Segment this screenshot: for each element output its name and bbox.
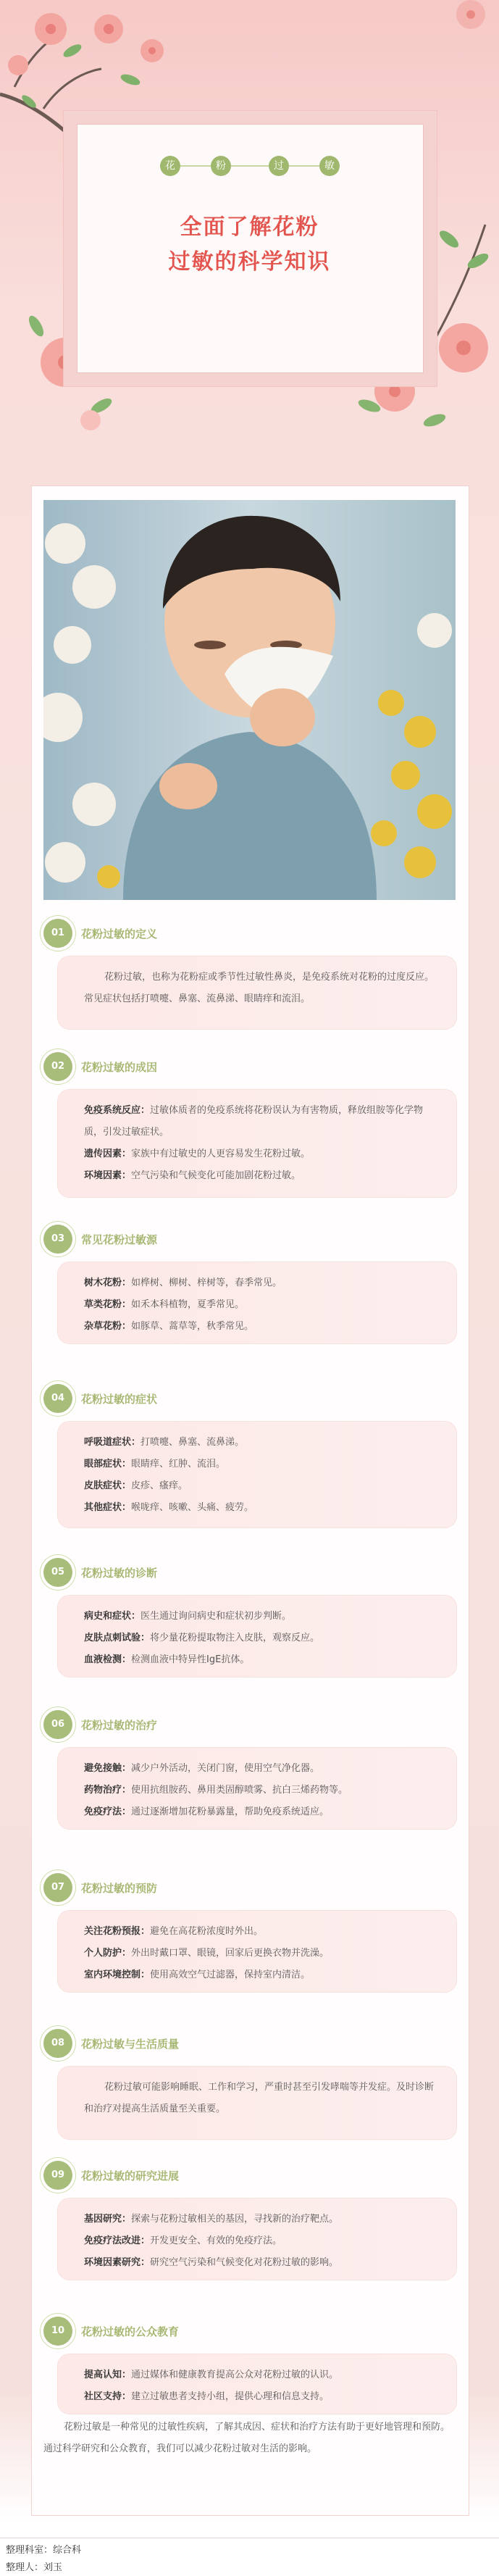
paragraph-text: 如豚草、蒿草等，秋季常见。 [131, 1321, 254, 1332]
section-paragraph [84, 1964, 439, 1986]
section-paragraph [84, 2209, 439, 2230]
section-title: 花粉过敏与生活质量 [81, 2038, 180, 2051]
section-02 [43, 1052, 456, 1201]
section-01 [43, 919, 456, 1033]
section-paragraph [84, 1627, 439, 1649]
section-body [58, 1911, 456, 1992]
paragraph-text: 外出时戴口罩、眼镜，回家后更换衣物并洗澡。 [131, 1948, 330, 1959]
section-number-badge: 08 [43, 2029, 72, 2058]
section-paragraph [84, 1780, 439, 1801]
section-title: 花粉过敏的研究进展 [81, 2169, 180, 2183]
paragraph-label: 免疫疗法改进： [84, 2235, 151, 2246]
section-title: 花粉过敏的公众教育 [81, 2325, 180, 2338]
section-paragraph [84, 1432, 439, 1454]
paragraph-text: 医生通过询问病史和症状初步判断。 [141, 1611, 292, 1622]
section-number-badge: 03 [43, 1225, 72, 1254]
section-paragraph [84, 1649, 439, 1671]
paragraph-text: 喉咙痒、咳嗽、头痛、疲劳。 [131, 1502, 254, 1513]
section-10 [43, 2317, 456, 2418]
section-body [58, 2198, 456, 2280]
section-body [58, 1262, 456, 1343]
paragraph-label: 药物治疗： [84, 1785, 132, 1796]
credit-department: 整理科室：综合科 [6, 2545, 82, 2556]
paragraph-label: 遗传因素： [84, 1149, 132, 1159]
section-04 [43, 1384, 456, 1532]
paragraph-label: 杂草花粉： [84, 1321, 132, 1332]
section-paragraph [84, 1758, 439, 1780]
blossom-top-right [406, 0, 499, 58]
child-sneezing-illustration [43, 500, 456, 900]
section-06 [43, 1710, 456, 1833]
section-title: 常见花粉过敏源 [81, 1233, 158, 1246]
paragraph-label: 皮肤点刺试验： [84, 1633, 151, 1643]
section-number-badge: 09 [43, 2161, 72, 2190]
hero-photo [43, 500, 456, 900]
section-paragraph [84, 1454, 439, 1475]
section-paragraph [84, 2077, 439, 2120]
section-title: 花粉过敏的症状 [81, 1393, 158, 1406]
paragraph-label: 树木花粉： [84, 1277, 132, 1288]
paragraph-label: 避免接触： [84, 1763, 132, 1774]
paragraph-text: 减少户外活动，关闭门窗，使用空气净化器。 [131, 1763, 320, 1774]
paragraph-text: 过敏体质者的免疫系统将花粉误认为有害物质，释放组胺等化学物质，引发过敏症状。 [84, 1105, 424, 1138]
section-paragraph [84, 2230, 439, 2252]
paragraph-label: 其他症状： [84, 1502, 132, 1513]
section-body [58, 1422, 456, 1527]
tag-1: 花 [160, 156, 180, 176]
section-05 [43, 1558, 456, 1681]
section-body [58, 956, 456, 1029]
section-number-badge: 02 [43, 1052, 72, 1081]
paragraph-text: 使用抗组胺药、鼻用类固醇喷雾、抗白三烯药物等。 [131, 1785, 348, 1796]
section-number-badge: 01 [43, 919, 72, 948]
tag-divider [174, 165, 326, 167]
section-paragraph [84, 967, 439, 1010]
paragraph-label: 室内环境控制： [84, 1969, 151, 1980]
page-title-line2: 过敏的科学知识 [168, 249, 331, 275]
section-paragraph [84, 1272, 439, 1294]
section-paragraph [84, 1801, 439, 1823]
paragraph-label: 病史和症状： [84, 1611, 141, 1622]
section-number-badge: 06 [43, 1710, 72, 1739]
paragraph-text: 如桦树、柳树、梓树等，春季常见。 [131, 1277, 282, 1288]
paragraph-label: 免疫系统反应： [84, 1105, 151, 1116]
paragraph-label: 基因研究： [84, 2214, 132, 2225]
section-title: 花粉过敏的成因 [81, 1061, 158, 1074]
section-paragraph [84, 1475, 439, 1497]
section-number-badge: 04 [43, 1384, 72, 1413]
section-paragraph [84, 1943, 439, 1964]
section-08 [43, 2029, 456, 2143]
section-number-badge: 07 [43, 1873, 72, 1902]
paragraph-label: 眼部症状： [84, 1459, 132, 1470]
section-title: 花粉过敏的诊断 [81, 1567, 158, 1580]
header-banner [0, 0, 499, 507]
paragraph-text: 家族中有过敏史的人更容易发生花粉过敏。 [131, 1149, 311, 1159]
section-title: 花粉过敏的治疗 [81, 1719, 158, 1732]
closing-paragraph: 花粉过敏是一种常见的过敏性疾病，了解其成因、症状和治疗方法有助于更好地管理和预防。通过科学研究和公众教育，我们可以减少花粉过敏对生活的影响。 [43, 2422, 450, 2454]
paragraph-label: 关注花粉预报： [84, 1926, 151, 1937]
section-body [58, 2354, 456, 2414]
section-paragraph [84, 1143, 439, 1165]
paragraph-label: 免疫疗法： [84, 1806, 132, 1817]
section-paragraph [84, 1497, 439, 1519]
paragraph-label: 皮肤症状： [84, 1480, 132, 1491]
paragraph-label: 呼吸道症状： [84, 1437, 141, 1448]
section-body [58, 1748, 456, 1829]
paragraph-label: 环境因素研究： [84, 2257, 151, 2268]
section-title: 花粉过敏的定义 [81, 928, 158, 941]
paragraph-text: 将少量花粉提取物注入皮肤，观察反应。 [150, 1633, 320, 1643]
tag-3: 过 [269, 156, 289, 176]
paragraph-text: 皮疹、瘙痒。 [131, 1480, 188, 1491]
page-title-line1: 全面了解花粉 [180, 214, 319, 240]
paragraph-label: 提高认知： [84, 2369, 132, 2380]
paragraph-label: 草类花粉： [84, 1299, 132, 1310]
paragraph-label: 个人防护： [84, 1948, 132, 1959]
paragraph-label: 血液检测： [84, 1654, 132, 1665]
section-paragraph [84, 1294, 439, 1316]
paragraph-text: 通过逐渐增加花粉暴露量，帮助免疫系统适应。 [131, 1806, 330, 1817]
paragraph-label: 环境因素： [84, 1170, 132, 1181]
section-body [58, 1090, 456, 1197]
section-number-badge: 05 [43, 1558, 72, 1587]
paragraph-text: 避免在高花粉浓度时外出。 [150, 1926, 264, 1937]
section-03 [43, 1225, 456, 1348]
tag-4: 敏 [319, 156, 340, 176]
paragraph-text: 通过媒体和健康教育提高公众对花粉过敏的认识。 [131, 2369, 339, 2380]
paragraph-text: 如禾本科植物，夏季常见。 [131, 1299, 245, 1310]
paragraph-text: 空气污染和气候变化可能加剧花粉过敏。 [131, 1170, 301, 1181]
paragraph-text: 建立过敏患者支持小组，提供心理和信息支持。 [131, 2391, 330, 2402]
credit-author: 整理人：刘玉 [6, 2562, 63, 2573]
paragraph-text: 花粉过敏，也称为花粉症或季节性过敏性鼻炎，是免疫系统对花粉的过度反应。常见症状包括打喷嚏、鼻塞、流鼻涕、眼睛痒和流泪。 [84, 972, 435, 1004]
paragraph-text: 打喷嚏、鼻塞、流鼻涕。 [141, 1437, 245, 1448]
section-paragraph [84, 1921, 439, 1943]
section-body [58, 2067, 456, 2139]
section-paragraph [84, 1316, 439, 1338]
section-paragraph [84, 2364, 439, 2386]
section-paragraph [84, 2386, 439, 2408]
paragraph-text: 探索与花粉过敏相关的基因，寻找新的治疗靶点。 [131, 2214, 339, 2225]
paragraph-text: 检测血液中特异性IgE抗体。 [131, 1654, 250, 1665]
paragraph-text: 开发更安全、有效的免疫疗法。 [150, 2235, 282, 2246]
section-paragraph [84, 1165, 439, 1187]
paragraph-label: 社区支持： [84, 2391, 132, 2402]
section-body [58, 1596, 456, 1677]
section-07 [43, 1873, 456, 1996]
paragraph-text: 使用高效空气过滤器，保持室内清洁。 [150, 1969, 311, 1980]
section-09 [43, 2161, 456, 2284]
paragraph-text: 花粉过敏可能影响睡眠、工作和学习，严重时甚至引发哮喘等并发症。及时诊断和治疗对提高生活质量至关重要。 [84, 2082, 435, 2114]
section-number-badge: 10 [43, 2317, 72, 2346]
section-paragraph [84, 1606, 439, 1627]
tag-2: 粉 [211, 156, 231, 176]
paragraph-text: 研究空气污染和气候变化对花粉过敏的影响。 [150, 2257, 339, 2268]
section-paragraph [84, 1100, 439, 1143]
section-paragraph [84, 2252, 439, 2274]
paragraph-text: 眼睛痒、红肿、流泪。 [131, 1459, 226, 1470]
section-title: 花粉过敏的预防 [81, 1882, 158, 1895]
